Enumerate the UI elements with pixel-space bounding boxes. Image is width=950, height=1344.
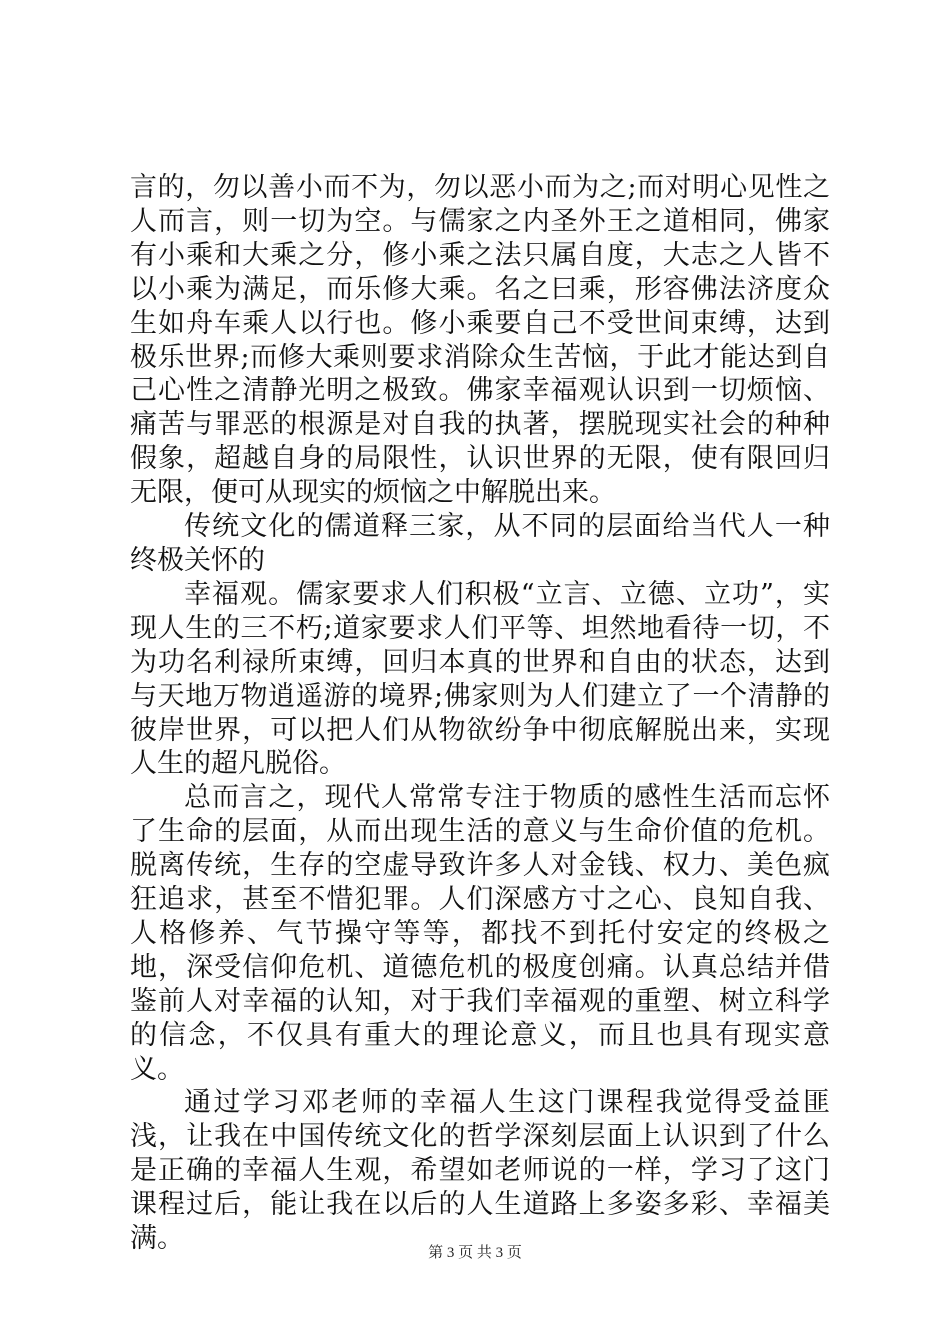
paragraph-2: 传统文化的儒道释三家，从不同的层面给当代人一种终极关怀的 — [130, 511, 830, 576]
paragraph-3: 幸福观。儒家要求人们积极“立言、立德、立功”，实现人生的三不朽;道家要求人们平等、坦然地看待一切，不为功名利禄所束缚，回归本真的世界和自由的状态，达到与天地万物逍遥游的境界;佛家则为人们建立了一个清静的彼岸世界，可以把人们从物欲纷争中彻底解脱出来，实现人生的超凡脱俗。 — [130, 578, 830, 780]
document-body — [130, 171, 830, 1256]
page-footer: 第 3 页 共 3 页 — [428, 1245, 522, 1261]
paragraph-4: 总而言之，现代人常常专注于物质的感性生活而忘怀了生命的层面，从而出现生活的意义与生命价值的危机。脱离传统，生存的空虚导致许多人对金钱、权力、美色疯狂追求，甚至不惜犯罪。人们深感方寸之心、良知自我、人格修养、气节操守等等，都找不到托付安定的终极之地，深受信仰危机、道德危机的极度创痛。认真总结并借鉴前人对幸福的认知，对于我们幸福观的重塑、树立科学的信念，不仅具有重大的理论意义，而且也具有现实意义。 — [130, 782, 830, 1085]
paragraph-5: 通过学习邓老师的幸福人生这门课程我觉得受益匪浅，让我在中国传统文化的哲学深刻层面上认识到了什么是正确的幸福人生观，希望如老师说的一样，学习了这门课程过后，能让我在以后的人生道路上多姿多彩、幸福美满。 — [130, 1087, 830, 1255]
paragraph-1: 言的，勿以善小而不为，勿以恶小而为之;而对明心见性之人而言，则一切为空。与儒家之内圣外王之道相同，佛家有小乘和大乘之分，修小乘之法只属自度，大志之人皆不以小乘为满足，而乐修大乘。名之曰乘，形容佛法济度众生如舟车乘人以行也。修小乘要自己不受世间束缚，达到极乐世界;而修大乘则要求消除众生苦恼，于此才能达到自己心性之清静光明之极致。佛家幸福观认识到一切烦恼、痛苦与罪恶的根源是对自我的执著，摆脱现实社会的种种假象，超越自身的局限性，认识世界的无限，使有限回归无限，便可从现实的烦恼之中解脱出来。 — [130, 172, 830, 509]
